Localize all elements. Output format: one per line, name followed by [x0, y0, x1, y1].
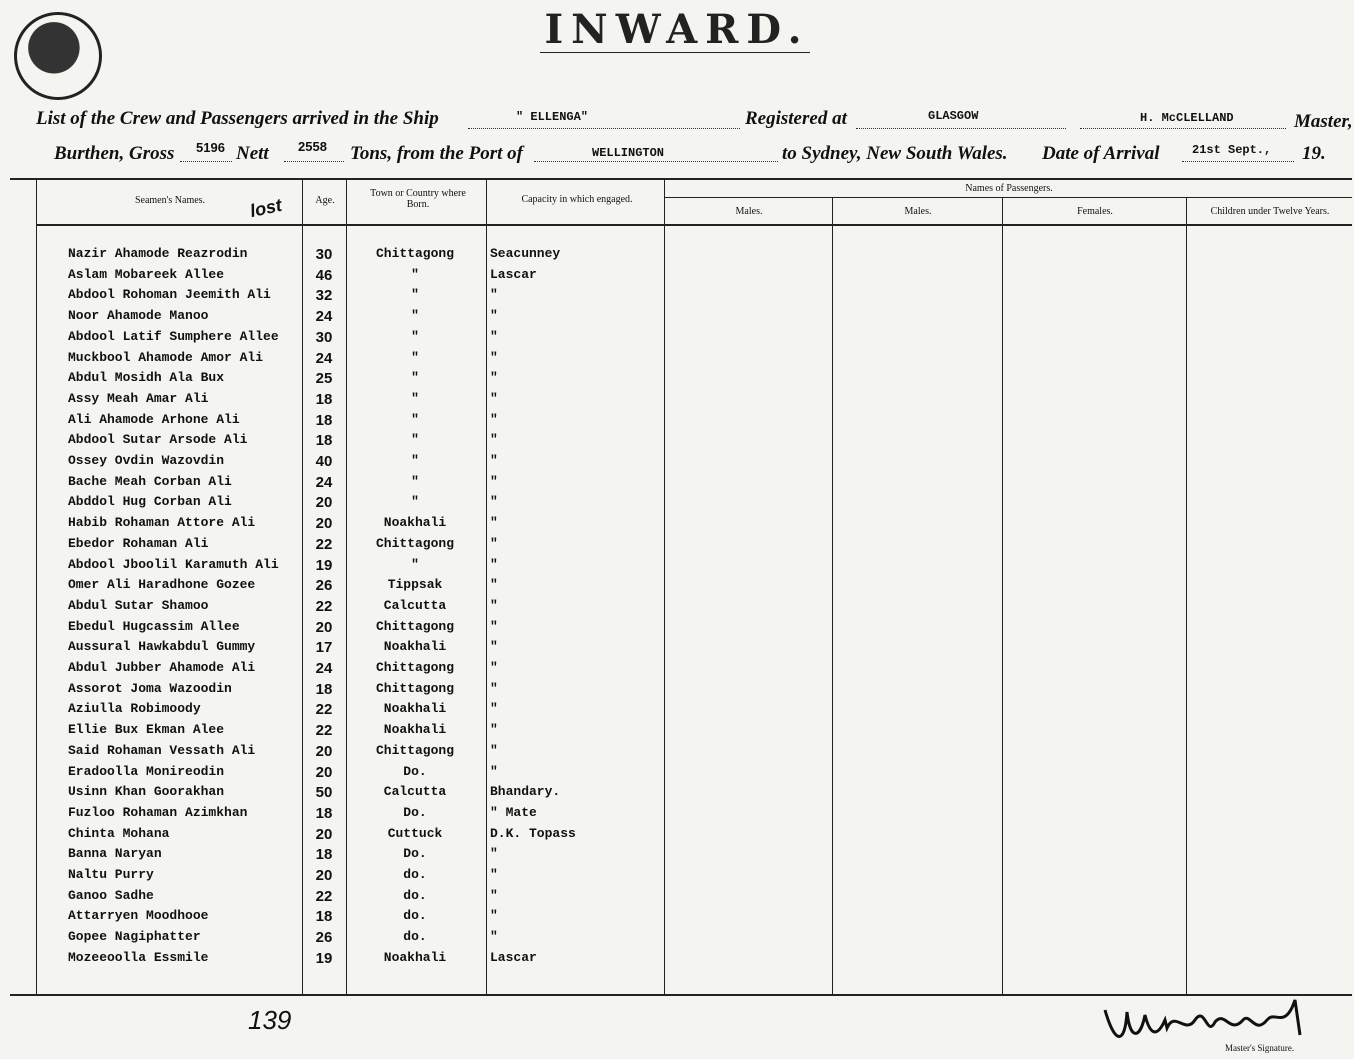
nett-tons: 2558 [298, 139, 327, 154]
capacity: " [490, 867, 498, 882]
seaman-age: 18 [315, 846, 333, 864]
seaman-name: Assy Meah Amar Ali [68, 390, 209, 406]
seaman-age: 22 [315, 535, 333, 553]
capacity: " [490, 722, 498, 738]
registered-port: GLASGOW [928, 109, 979, 123]
capacity: " [490, 639, 498, 655]
seaman-name: Ossey Ovdin Wazovdin [68, 453, 225, 468]
seaman-age: 18 [315, 908, 333, 926]
arrival-underline [1182, 161, 1294, 162]
capacity: Lascar [490, 266, 537, 282]
seaman-name: Abdul Mosidh Ala Bux [68, 370, 225, 386]
seaman-age: 17 [315, 639, 333, 657]
seaman-name: Said Rohaman Vessath Ali [68, 742, 256, 758]
birthplace: Noakhali [383, 701, 447, 717]
table-row [0, 432, 1354, 452]
capacity: " [490, 597, 498, 613]
seaman-age: 22 [315, 887, 333, 905]
table-row [0, 474, 1354, 494]
seaman-age: 18 [315, 390, 333, 408]
capacity: " [490, 680, 498, 696]
table-row [0, 515, 1354, 535]
ship-list-label: List of the Crew and Passengers arrived in the Ship [36, 108, 439, 129]
seaman-age: 20 [315, 515, 333, 533]
seaman-name: Noor Ahamode Manoo [68, 308, 209, 324]
capacity: Bhandary. [490, 784, 561, 800]
table-row [0, 929, 1354, 949]
master-signature [1095, 990, 1315, 1045]
capacity: " [490, 887, 498, 903]
seaman-age: 32 [315, 287, 333, 305]
nett-label: Nett [236, 143, 269, 164]
table-row [0, 329, 1354, 349]
capacity: " [490, 556, 498, 572]
passengers-subrule [665, 197, 1352, 198]
seaman-name: Mozeeoolla Essmile [68, 949, 209, 965]
seaman-age: 46 [315, 266, 333, 284]
seaman-name: Omer Ali Haradhone Gozee [68, 577, 256, 593]
seaman-name: Abdool Latif Sumphere Allee [68, 328, 279, 344]
birthplace: Chittagong [375, 742, 454, 758]
capacity: " [490, 328, 498, 344]
seaman-age: 25 [315, 370, 333, 388]
seaman-name: Muckbool Ahamode Amor Ali [68, 349, 264, 365]
capacity: " [490, 660, 498, 675]
capacity: " [490, 411, 498, 427]
seaman-age: 30 [315, 328, 333, 346]
table-row [0, 557, 1354, 577]
birthplace: Chittagong [375, 680, 454, 696]
registered-label: Registered at [745, 108, 847, 129]
seaman-name: Chinta Mohana [68, 825, 170, 841]
seaman-age: 26 [315, 929, 333, 947]
table-row [0, 598, 1354, 618]
birthplace: Tippsak [387, 577, 443, 593]
seaman-name: Assorot Joma Wazoodin [68, 680, 232, 696]
ship-underline [468, 128, 740, 129]
seaman-age: 50 [315, 784, 333, 802]
seaman-age: 24 [315, 660, 333, 677]
birthplace: Cuttuck [387, 825, 443, 841]
seaman-age: 22 [315, 722, 333, 740]
capacity: " [490, 308, 498, 324]
to-sydney-label: to Sydney, New South Wales. [782, 143, 1008, 164]
capacity: " Mate [490, 804, 537, 820]
capacity: " [490, 473, 498, 489]
capacity: " [490, 763, 498, 779]
table-row [0, 888, 1354, 908]
table-row [0, 764, 1354, 784]
gross-underline [180, 161, 232, 162]
page-title: INWARD. [544, 6, 810, 53]
master-name: H. McCLELLAND [1140, 111, 1234, 125]
seaman-name: Attarryen Moodhooe [68, 908, 209, 924]
capacity: " [490, 287, 498, 303]
seaman-name: Abddol Hug Corban Ali [68, 494, 232, 510]
seaman-age: 20 [315, 494, 333, 512]
children-header: Children under Twelve Years. [1210, 206, 1330, 217]
seaman-age: 19 [315, 949, 333, 967]
arrival-date: 21st Sept., [1192, 143, 1272, 157]
table-row [0, 619, 1354, 639]
birthplace: " [411, 349, 419, 365]
capacity: " [490, 908, 498, 924]
females-header: Females. [1077, 206, 1113, 217]
birthplace: " [411, 473, 419, 489]
birthplace: " [411, 390, 419, 406]
seaman-name: Nazir Ahamode Reazrodin [68, 246, 248, 261]
seaman-name: Ganoo Sadhe [68, 887, 154, 903]
seaman-age: 18 [315, 680, 333, 698]
seaman-age: 24 [315, 349, 333, 367]
master-label: Master, [1294, 111, 1353, 132]
capacity: " [490, 390, 498, 406]
seaman-name: Ebedul Hugcassim Allee [68, 618, 240, 634]
seaman-age: 20 [315, 825, 333, 843]
tons-from-label: Tons, from the Port of [350, 143, 523, 164]
table-row [0, 681, 1354, 701]
birthplace: " [411, 266, 419, 282]
birthplace: " [411, 453, 419, 468]
seaman-name: Eradoolla Monireodin [68, 763, 225, 779]
table-row [0, 660, 1354, 680]
birthplace: Do. [403, 804, 427, 820]
seaman-name: Naltu Purry [68, 867, 154, 882]
table-row [0, 743, 1354, 763]
table-row [0, 308, 1354, 328]
birthplace: Chittagong [375, 618, 454, 634]
capacity: " [490, 929, 498, 945]
birthplace: " [411, 411, 419, 427]
table-row [0, 494, 1354, 514]
table-row [0, 784, 1354, 804]
table-row [0, 867, 1354, 887]
table-row [0, 267, 1354, 287]
seaman-age: 22 [315, 597, 333, 615]
arrival-label: Date of Arrival [1042, 143, 1160, 164]
table-row [0, 950, 1354, 970]
seaman-name: Banna Naryan [68, 846, 162, 862]
seaman-name: Aslam Mobareek Allee [68, 266, 225, 282]
table-row [0, 701, 1354, 721]
ship-name: " ELLENGA" [516, 110, 589, 124]
seaman-name: Abdul Jubber Ahamode Ali [68, 660, 256, 675]
table-top-rule [10, 178, 1352, 180]
birthplace: Chittagong [375, 660, 454, 675]
table-row [0, 846, 1354, 866]
seaman-name: Ebedor Rohaman Ali [68, 535, 209, 551]
master-underline [1080, 128, 1286, 129]
seaman-name: Ellie Bux Ekman Alee [68, 722, 225, 738]
seaman-age: 20 [315, 867, 333, 884]
seaman-age: 20 [315, 763, 333, 781]
page-number: 139 [248, 1005, 292, 1035]
lost-annotation: lost [248, 194, 284, 222]
males-header-2: Males. [904, 206, 932, 217]
seaman-name: Ali Ahamode Arhone Ali [68, 411, 240, 427]
seaman-name: Abdul Sutar Shamoo [68, 597, 209, 613]
capacity: " [490, 846, 498, 862]
birthplace: " [411, 287, 419, 303]
seaman-name: Abdool Jboolil Karamuth Ali [68, 556, 279, 572]
table-row [0, 536, 1354, 556]
age-header: Age. [315, 195, 335, 206]
capacity: " [490, 349, 498, 365]
birthplace: Chittagong [375, 535, 454, 551]
birthplace: do. [403, 929, 427, 945]
capacity: " [490, 701, 498, 717]
seaman-age: 22 [315, 701, 333, 719]
seaman-age: 40 [315, 453, 333, 470]
birthplace: Noakhali [383, 639, 447, 655]
table-row [0, 722, 1354, 742]
birthplace: Chittagong [375, 246, 454, 261]
capacity: " [490, 577, 498, 593]
from-port-underline [534, 161, 778, 162]
capacity: Lascar [490, 949, 537, 965]
table-row [0, 639, 1354, 659]
table-row [0, 412, 1354, 432]
capacity: " [490, 618, 498, 634]
capacity: D.K. Topass [490, 825, 576, 841]
title-rule [540, 52, 810, 53]
table-row [0, 370, 1354, 390]
registered-underline [856, 128, 1066, 129]
birthplace: Calcutta [383, 784, 447, 800]
birthplace: Do. [403, 846, 427, 862]
capacity: Seacunney [490, 246, 561, 261]
seaman-name: Aziulla Robimoody [68, 701, 201, 717]
birthplace: " [411, 432, 419, 448]
seamen-header: Seamen's Names. [134, 195, 206, 206]
from-port: WELLINGTON [592, 146, 665, 160]
capacity: " [490, 453, 498, 468]
seaman-name: Aussural Hawkabdul Gummy [68, 639, 256, 655]
birthplace: " [411, 494, 419, 510]
seaman-age: 18 [315, 432, 333, 450]
birthplace: Noakhali [383, 949, 447, 965]
year-value: 19. [1302, 143, 1326, 164]
table-row [0, 287, 1354, 307]
seaman-age: 20 [315, 618, 333, 636]
birthplace: do. [403, 908, 427, 924]
burthen-label: Burthen, Gross [54, 143, 175, 164]
seaman-name: Gopee Nagiphatter [68, 929, 201, 945]
table-row [0, 826, 1354, 846]
seaman-name: Fuzloo Rohaman Azimkhan [68, 804, 248, 820]
table-row [0, 246, 1354, 266]
table-row [0, 350, 1354, 370]
males-header-1: Males. [735, 206, 763, 217]
table-row [0, 805, 1354, 825]
seaman-age: 18 [315, 411, 333, 429]
seaman-age: 20 [315, 742, 333, 760]
seaman-age: 24 [315, 473, 333, 491]
birthplace: " [411, 308, 419, 324]
nett-underline [284, 161, 344, 162]
birthplace: Calcutta [383, 597, 447, 613]
table-header-rule [36, 224, 1352, 226]
capacity: " [490, 494, 498, 510]
birthplace: Noakhali [383, 515, 447, 531]
table-row [0, 453, 1354, 473]
birthplace: Do. [403, 763, 427, 779]
seaman-name: Bache Meah Corban Ali [68, 473, 232, 489]
birthplace: " [411, 328, 419, 344]
capacity-header: Capacity in which engaged. [521, 194, 633, 205]
birthplace: " [411, 370, 419, 386]
table-row [0, 908, 1354, 928]
birthplace: Noakhali [383, 722, 447, 738]
seaman-age: 19 [315, 556, 333, 574]
seaman-name: Habib Rohaman Attore Ali [68, 515, 256, 531]
town-header: Town or Country where Born. [370, 188, 466, 210]
gross-tons: 5196 [196, 140, 225, 155]
seaman-name: Abdool Rohoman Jeemith Ali [68, 287, 271, 303]
capacity: " [490, 535, 498, 551]
seaman-age: 18 [315, 804, 333, 822]
signature-caption: Master's Signature. [1225, 1043, 1295, 1053]
capacity: " [490, 515, 498, 531]
birthplace: do. [403, 867, 427, 882]
passengers-header: Names of Passengers. [965, 183, 1053, 194]
birthplace: " [411, 556, 419, 572]
seaman-name: Abdool Sutar Arsode Ali [68, 432, 248, 448]
table-row [0, 577, 1354, 597]
seaman-age: 30 [315, 246, 333, 263]
table-row [0, 391, 1354, 411]
capacity: " [490, 370, 498, 386]
capacity: " [490, 432, 498, 448]
birthplace: do. [403, 887, 427, 903]
seaman-age: 24 [315, 308, 333, 326]
seaman-name: Usinn Khan Goorakhan [68, 784, 225, 800]
capacity: " [490, 742, 498, 758]
seaman-age: 26 [315, 577, 333, 595]
